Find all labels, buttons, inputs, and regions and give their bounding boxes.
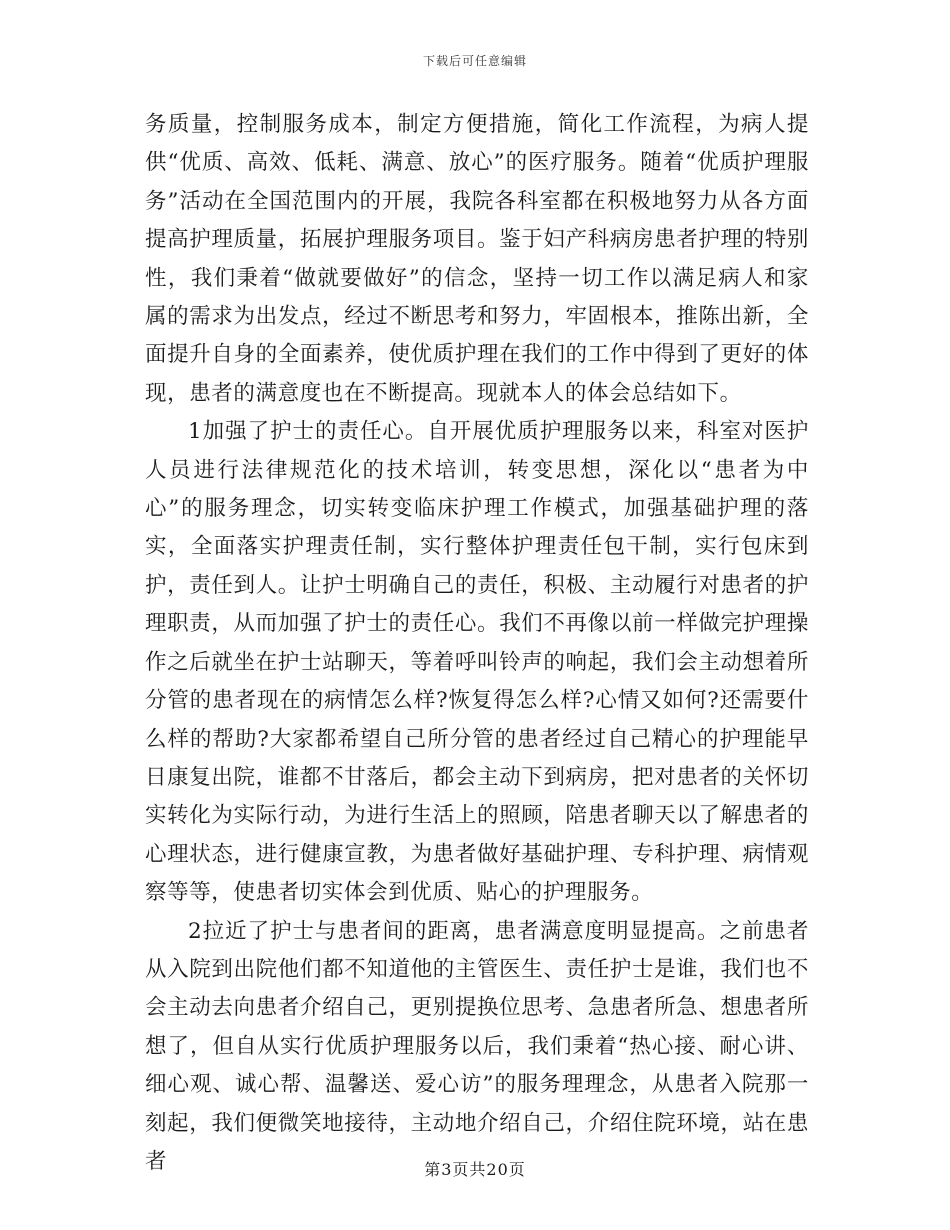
paragraph-continuation: 务质量，控制服务成本，制定方便措施，简化工作流程，为病人提供“优质、高效、低耗、满意、放心”的医疗服务。随着“优质护理服务”活动在全国范围内的开展，我院各科室都在积极地努力从各方面提高护理质量，拓展护理服务项目。鉴于妇产科病房患者护理的特别性，我们秉着“做就要做好”的信念，坚持一切工作以满足病人和家属的需求为出发点，经过不断思考和努力，牢固根本，推陈出新，全面提升自身的全面素养，使优质护理在我们的工作中得到了更好的体现，患者的满意度也在不断提高。现就本人的体会总结如下。 — [145, 112, 809, 406]
page-header: 下载后可任意编辑 — [422, 54, 527, 68]
paragraph-section-2: 2拉近了护士与患者间的距离，患者满意度明显提高。之前患者从入院到出院他们都不知道他的主管医生、责任护士是谁，我们也不会主动去向患者介绍自己，更别提换位思考、急患者所急、想患者所想了，但自从实行优质护理服务以后，我们秉着“热心接、耐心讲、细心观、诚心帮、温馨送、爱心访”的服务理理念，从患者入院那一刻起，我们便微笑地接待，主动地介绍自己，介绍住院环境，站在患者 — [145, 918, 809, 1174]
document-body — [145, 106, 809, 1181]
paragraph-section-1: 1加强了护士的责任心。自开展优质护理服务以来，科室对医护人员进行法律规范化的技术培训，转变思想，深化以“患者为中心”的服务理念，切实转变临床护理工作模式，加强基础护理的落实，全面落实护理责任制，实行整体护理责任包干制，实行包床到护，责任到人。让护士明确自己的责任，积极、主动履行对患者的护理职责，从而加强了护士的责任心。我们不再像以前一样做完护理操作之后就坐在护士站聊天，等着呼叫铃声的响起，我们会主动想着所分管的患者现在的病情怎么样?恢复得怎么样?心情又如何?还需要什么样的帮助?大家都希望自己所分管的患者经过自己精心的护理能早日康复出院，谁都不甘落后，都会主动下到病房，把对患者的关怀切实转化为实际行动，为进行生活上的照顾，陪患者聊天以了解患者的心理状态，进行健康宣教，为患者做好基础护理、专科护理、病情观察等等，使患者切实体会到优质、贴心的护理服务。 — [145, 419, 809, 906]
page-number: 第3页共20页 — [424, 1160, 526, 1179]
